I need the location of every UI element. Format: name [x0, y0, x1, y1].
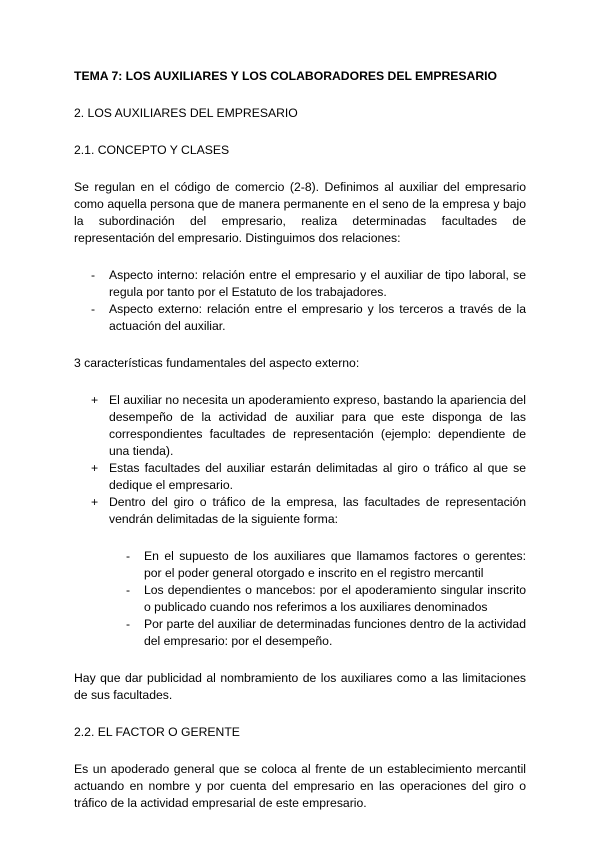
list-item-text: Estas facultades del auxiliar estarán delimitadas al giro o tráfico al que se dedique el empresario.: [109, 461, 526, 492]
bullet-marker: +: [91, 495, 99, 509]
bullet-marker: +: [91, 393, 99, 407]
bullet-marker: -: [126, 549, 131, 563]
list-item: [74, 301, 526, 335]
section-heading-2-2: 2.2. EL FACTOR O GERENTE: [74, 725, 240, 739]
paragraph-definition: Se regulan en el código de comercio (2-8). Definimos al auxiliar del empresario como aquella persona que de manera permanente en el seno de la empresa y bajo la subordinación del empresario, realiza determinadas facultades de representación del empresario. Distinguimos dos relaciones:: [74, 180, 526, 245]
relations-list: [74, 267, 526, 335]
bullet-marker: +: [91, 461, 99, 475]
section-heading-2-1: 2.1. CONCEPTO Y CLASES: [74, 143, 230, 157]
sub-list-item: [109, 582, 526, 616]
features-list: [74, 392, 526, 650]
section-heading-2: 2. LOS AUXILIARES DEL EMPRESARIO: [74, 106, 298, 120]
sub-list-item-text: Los dependientes o mancebos: por el apoderamiento singular inscrito o publicado cuando nos referimos a los auxiliares denominados: [144, 583, 526, 614]
sub-list-item: [109, 616, 526, 650]
paragraph-factor-definition: Es un apoderado general que se coloca al frente de un establecimiento mercantil actuando en nombre y por cuenta del empresario en las operaciones del giro o tráfico de la actividad empresarial de este empresario.: [74, 762, 526, 810]
bullet-marker: -: [126, 617, 131, 631]
bullet-marker: -: [126, 583, 131, 597]
paragraph-features-intro: 3 características fundamentales del aspecto externo:: [74, 356, 360, 370]
list-item: [74, 494, 526, 650]
list-item-text: Dentro del giro o tráfico de la empresa, las facultades de representación vendrán delimitadas de la siguiente forma:: [109, 495, 526, 526]
bullet-marker: -: [91, 302, 96, 316]
list-item: [74, 267, 526, 301]
paragraph-publicity: Hay que dar publicidad al nombramiento de los auxiliares como a las limitaciones de sus facultades.: [74, 671, 526, 702]
list-item-text: Aspecto externo: relación entre el empresario y los terceros a través de la actuación del auxiliar.: [109, 302, 526, 333]
sub-list-item-text: Por parte del auxiliar de determinadas funciones dentro de la actividad del empresario: por el desempeño.: [144, 617, 526, 648]
sub-list: [109, 548, 526, 650]
list-item-text: Aspecto interno: relación entre el empresario y el auxiliar de tipo laboral, se regula por tanto por el Estatuto de los trabajadores.: [109, 268, 526, 299]
list-item-text: El auxiliar no necesita un apoderamiento expreso, bastando la apariencia del desempeño de la actividad de auxiliar para que este disponga de las correspondientes facultades de representación (ejemplo: dependiente de una tienda).: [109, 393, 526, 458]
document-title: TEMA 7: LOS AUXILIARES Y LOS COLABORADORES DEL EMPRESARIO: [74, 69, 497, 83]
list-item: [74, 392, 526, 460]
sub-list-item-text: En el supuesto de los auxiliares que llamamos factores o gerentes: por el poder general otorgado e inscrito en el registro mercantil: [144, 549, 526, 580]
sub-list-item: [109, 548, 526, 582]
bullet-marker: -: [91, 268, 96, 282]
list-item: [74, 460, 526, 494]
